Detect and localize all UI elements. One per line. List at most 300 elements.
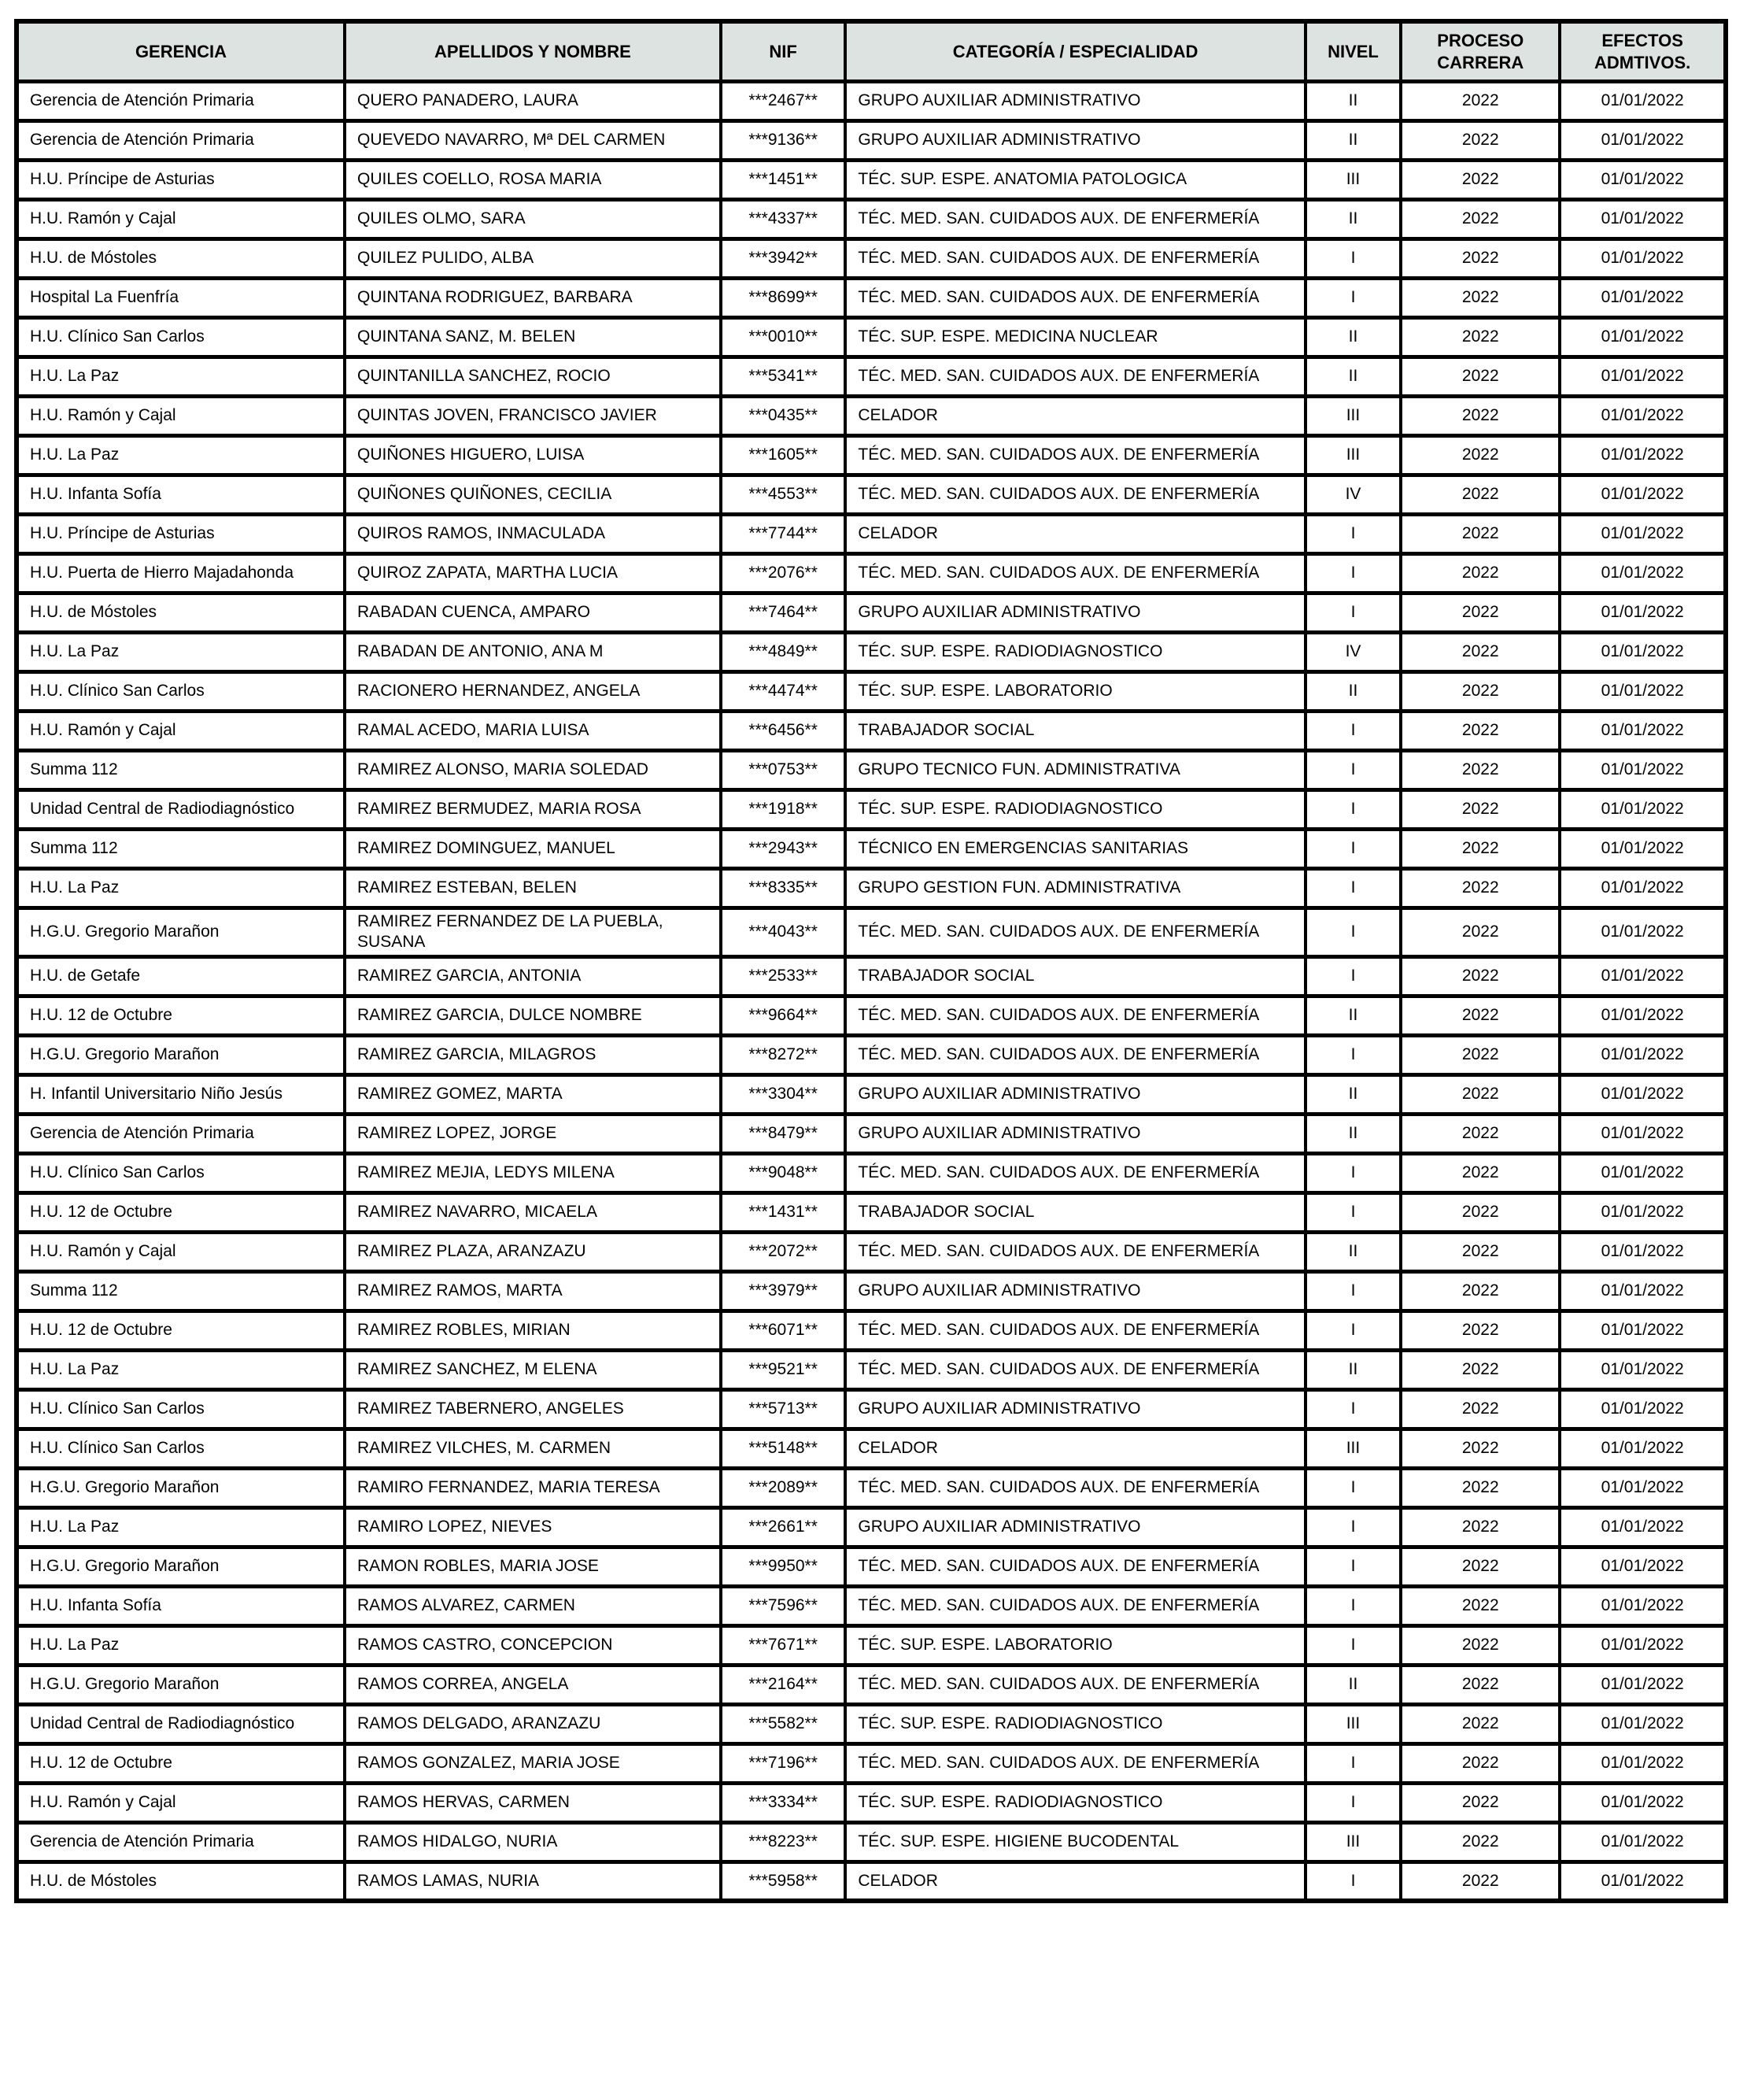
table-row: [17, 121, 1726, 161]
cell-gerencia: H.U. Clínico San Carlos: [17, 1389, 345, 1429]
table-row: [17, 1153, 1726, 1192]
cell-efectos: 01/01/2022: [1560, 121, 1726, 161]
cell-efectos: 01/01/2022: [1560, 239, 1726, 279]
cell-proceso: 2022: [1401, 1743, 1560, 1783]
cell-proceso: 2022: [1401, 1114, 1560, 1153]
cell-proceso: 2022: [1401, 996, 1560, 1035]
cell-nivel: II: [1306, 1350, 1402, 1389]
cell-proceso: 2022: [1401, 397, 1560, 436]
cell-gerencia: Gerencia de Atención Primaria: [17, 1114, 345, 1153]
cell-efectos: 01/01/2022: [1560, 554, 1726, 593]
cell-nombre: QUIÑONES HIGUERO, LUISA: [345, 436, 721, 475]
cell-nombre: RAMIREZ TABERNERO, ANGELES: [345, 1389, 721, 1429]
cell-proceso: 2022: [1401, 357, 1560, 397]
cell-nombre: RAMOS CORREA, ANGELA: [345, 1665, 721, 1704]
cell-nivel: I: [1306, 956, 1402, 996]
cell-nivel: I: [1306, 1586, 1402, 1625]
cell-nombre: RAMIREZ GOMEZ, MARTA: [345, 1074, 721, 1114]
cell-efectos: 01/01/2022: [1560, 790, 1726, 830]
cell-categoria: TÉCNICO EN EMERGENCIAS SANITARIAS: [845, 830, 1305, 869]
table-row: [17, 1389, 1726, 1429]
table-row: [17, 515, 1726, 554]
cell-nombre: RABADAN DE ANTONIO, ANA M: [345, 633, 721, 672]
table-row: [17, 200, 1726, 239]
cell-nombre: QUIÑONES QUIÑONES, CECILIA: [345, 475, 721, 515]
cell-efectos: 01/01/2022: [1560, 82, 1726, 121]
column-header-apellidos: APELLIDOS Y NOMBRE: [345, 21, 721, 82]
cell-nombre: RAMIREZ LOPEZ, JORGE: [345, 1114, 721, 1153]
cell-nivel: I: [1306, 1507, 1402, 1547]
cell-efectos: 01/01/2022: [1560, 1074, 1726, 1114]
cell-efectos: 01/01/2022: [1560, 1192, 1726, 1232]
cell-efectos: 01/01/2022: [1560, 1035, 1726, 1074]
cell-gerencia: H.U. 12 de Octubre: [17, 1743, 345, 1783]
cell-nif: ***8479**: [721, 1114, 846, 1153]
cell-nif: ***8335**: [721, 869, 846, 908]
cell-nombre: RAMOS GONZALEZ, MARIA JOSE: [345, 1743, 721, 1783]
cell-nombre: RAMIREZ MEJIA, LEDYS MILENA: [345, 1153, 721, 1192]
cell-nif: ***2164**: [721, 1665, 846, 1704]
table-row: [17, 672, 1726, 712]
cell-nombre: RAMOS LAMAS, NURIA: [345, 1862, 721, 1901]
cell-proceso: 2022: [1401, 633, 1560, 672]
cell-proceso: 2022: [1401, 1389, 1560, 1429]
cell-gerencia: H.G.U. Gregorio Marañon: [17, 1547, 345, 1586]
cell-nivel: I: [1306, 279, 1402, 318]
cell-nivel: I: [1306, 1153, 1402, 1192]
cell-gerencia: H.U. Infanta Sofía: [17, 475, 345, 515]
cell-gerencia: H.U. La Paz: [17, 1507, 345, 1547]
cell-nombre: RAMOS DELGADO, ARANZAZU: [345, 1704, 721, 1743]
cell-nombre: RAMIREZ BERMUDEZ, MARIA ROSA: [345, 790, 721, 830]
cell-nif: ***0753**: [721, 751, 846, 790]
cell-categoria: TÉC. MED. SAN. CUIDADOS AUX. DE ENFERMERÍA: [845, 357, 1305, 397]
cell-categoria: GRUPO AUXILIAR ADMINISTRATIVO: [845, 593, 1305, 633]
cell-nivel: I: [1306, 790, 1402, 830]
table-row: [17, 1625, 1726, 1665]
cell-categoria: TÉC. MED. SAN. CUIDADOS AUX. DE ENFERMERÍA: [845, 279, 1305, 318]
cell-nivel: IV: [1306, 633, 1402, 672]
cell-categoria: TÉC. MED. SAN. CUIDADOS AUX. DE ENFERMERÍA: [845, 436, 1305, 475]
cell-nivel: II: [1306, 672, 1402, 712]
table-row: [17, 1586, 1726, 1625]
cell-gerencia: H.U. 12 de Octubre: [17, 1192, 345, 1232]
cell-nombre: RAMIREZ GARCIA, MILAGROS: [345, 1035, 721, 1074]
cell-nivel: III: [1306, 1429, 1402, 1468]
cell-proceso: 2022: [1401, 436, 1560, 475]
cell-nif: ***2072**: [721, 1232, 846, 1271]
cell-nif: ***9521**: [721, 1350, 846, 1389]
cell-efectos: 01/01/2022: [1560, 1586, 1726, 1625]
cell-efectos: 01/01/2022: [1560, 515, 1726, 554]
cell-nombre: QUILEZ PULIDO, ALBA: [345, 239, 721, 279]
cell-categoria: GRUPO AUXILIAR ADMINISTRATIVO: [845, 1074, 1305, 1114]
cell-nombre: RAMOS ALVAREZ, CARMEN: [345, 1586, 721, 1625]
cell-categoria: TÉC. MED. SAN. CUIDADOS AUX. DE ENFERMERÍA: [845, 1232, 1305, 1271]
cell-gerencia: H.U. 12 de Octubre: [17, 996, 345, 1035]
cell-efectos: 01/01/2022: [1560, 593, 1726, 633]
cell-nif: ***6071**: [721, 1311, 846, 1350]
cell-nif: ***7196**: [721, 1743, 846, 1783]
cell-nombre: RACIONERO HERNANDEZ, ANGELA: [345, 672, 721, 712]
cell-nivel: I: [1306, 1311, 1402, 1350]
table-row: [17, 239, 1726, 279]
cell-nivel: I: [1306, 1862, 1402, 1901]
cell-efectos: 01/01/2022: [1560, 956, 1726, 996]
cell-gerencia: H.U. La Paz: [17, 633, 345, 672]
cell-categoria: TÉC. SUP. ESPE. MEDICINA NUCLEAR: [845, 318, 1305, 357]
cell-categoria: GRUPO AUXILIAR ADMINISTRATIVO: [845, 1114, 1305, 1153]
cell-proceso: 2022: [1401, 1429, 1560, 1468]
cell-nivel: II: [1306, 1665, 1402, 1704]
table-row: [17, 554, 1726, 593]
column-header-efectos: EFECTOS ADMTIVOS.: [1560, 21, 1726, 82]
cell-gerencia: H.U. Ramón y Cajal: [17, 1783, 345, 1822]
table-row: [17, 1192, 1726, 1232]
cell-proceso: 2022: [1401, 279, 1560, 318]
cell-nivel: II: [1306, 121, 1402, 161]
cell-gerencia: H.U. Ramón y Cajal: [17, 712, 345, 751]
cell-nombre: QUIROZ ZAPATA, MARTHA LUCIA: [345, 554, 721, 593]
cell-nivel: III: [1306, 1704, 1402, 1743]
cell-categoria: CELADOR: [845, 1429, 1305, 1468]
table-row: [17, 1468, 1726, 1507]
cell-nivel: I: [1306, 1547, 1402, 1586]
table-row: [17, 279, 1726, 318]
cell-gerencia: H.U. Príncipe de Asturias: [17, 161, 345, 200]
cell-efectos: 01/01/2022: [1560, 1665, 1726, 1704]
cell-categoria: TÉC. SUP. ESPE. ANATOMIA PATOLOGICA: [845, 161, 1305, 200]
cell-efectos: 01/01/2022: [1560, 357, 1726, 397]
cell-gerencia: H.U. Príncipe de Asturias: [17, 515, 345, 554]
cell-efectos: 01/01/2022: [1560, 1704, 1726, 1743]
cell-nif: ***2089**: [721, 1468, 846, 1507]
cell-nivel: I: [1306, 830, 1402, 869]
cell-proceso: 2022: [1401, 1507, 1560, 1547]
column-header-categoria: CATEGORÍA / ESPECIALIDAD: [845, 21, 1305, 82]
cell-categoria: GRUPO AUXILIAR ADMINISTRATIVO: [845, 121, 1305, 161]
cell-gerencia: H.U. Ramón y Cajal: [17, 1232, 345, 1271]
table-row: [17, 751, 1726, 790]
cell-nif: ***3334**: [721, 1783, 846, 1822]
table-row: [17, 161, 1726, 200]
cell-proceso: 2022: [1401, 1192, 1560, 1232]
cell-nombre: QUINTAS JOVEN, FRANCISCO JAVIER: [345, 397, 721, 436]
cell-nif: ***5713**: [721, 1389, 846, 1429]
cell-gerencia: H.U. La Paz: [17, 1625, 345, 1665]
cell-categoria: TÉC. MED. SAN. CUIDADOS AUX. DE ENFERMERÍA: [845, 200, 1305, 239]
cell-nombre: RAMIREZ NAVARRO, MICAELA: [345, 1192, 721, 1232]
cell-categoria: TÉC. MED. SAN. CUIDADOS AUX. DE ENFERMERÍA: [845, 475, 1305, 515]
cell-nif: ***5958**: [721, 1862, 846, 1901]
table-row: [17, 908, 1726, 957]
table-row: [17, 790, 1726, 830]
cell-efectos: 01/01/2022: [1560, 1743, 1726, 1783]
cell-efectos: 01/01/2022: [1560, 200, 1726, 239]
cell-efectos: 01/01/2022: [1560, 475, 1726, 515]
cell-nombre: RAMIREZ ALONSO, MARIA SOLEDAD: [345, 751, 721, 790]
cell-categoria: TÉC. MED. SAN. CUIDADOS AUX. DE ENFERMERÍA: [845, 1153, 1305, 1192]
cell-efectos: 01/01/2022: [1560, 1783, 1726, 1822]
cell-gerencia: H.U. 12 de Octubre: [17, 1311, 345, 1350]
cell-proceso: 2022: [1401, 1665, 1560, 1704]
cell-nif: ***4043**: [721, 908, 846, 957]
cell-efectos: 01/01/2022: [1560, 279, 1726, 318]
cell-efectos: 01/01/2022: [1560, 1350, 1726, 1389]
cell-proceso: 2022: [1401, 1232, 1560, 1271]
cell-nif: ***8223**: [721, 1822, 846, 1862]
cell-gerencia: H.U. de Móstoles: [17, 1862, 345, 1901]
cell-proceso: 2022: [1401, 318, 1560, 357]
header-row: [17, 21, 1726, 82]
cell-gerencia: Summa 112: [17, 830, 345, 869]
cell-categoria: TÉC. MED. SAN. CUIDADOS AUX. DE ENFERMERÍA: [845, 1311, 1305, 1350]
cell-proceso: 2022: [1401, 1271, 1560, 1311]
cell-efectos: 01/01/2022: [1560, 712, 1726, 751]
table-row: [17, 318, 1726, 357]
cell-nivel: I: [1306, 1468, 1402, 1507]
cell-proceso: 2022: [1401, 1862, 1560, 1901]
cell-nombre: QUINTANA RODRIGUEZ, BARBARA: [345, 279, 721, 318]
cell-gerencia: H.U. de Móstoles: [17, 593, 345, 633]
cell-gerencia: H.U. La Paz: [17, 357, 345, 397]
table-row: [17, 1743, 1726, 1783]
cell-efectos: 01/01/2022: [1560, 1468, 1726, 1507]
cell-gerencia: H.G.U. Gregorio Marañon: [17, 908, 345, 957]
cell-nivel: III: [1306, 436, 1402, 475]
cell-nombre: RAMIREZ VILCHES, M. CARMEN: [345, 1429, 721, 1468]
table-row: [17, 996, 1726, 1035]
cell-gerencia: Hospital La Fuenfría: [17, 279, 345, 318]
cell-proceso: 2022: [1401, 1586, 1560, 1625]
cell-categoria: TÉC. MED. SAN. CUIDADOS AUX. DE ENFERMERÍA: [845, 1665, 1305, 1704]
cell-categoria: TÉC. SUP. ESPE. LABORATORIO: [845, 1625, 1305, 1665]
table-row: [17, 1035, 1726, 1074]
cell-nif: ***5341**: [721, 357, 846, 397]
cell-nivel: II: [1306, 357, 1402, 397]
cell-categoria: GRUPO AUXILIAR ADMINISTRATIVO: [845, 1271, 1305, 1311]
table-row: [17, 1665, 1726, 1704]
cell-nif: ***2661**: [721, 1507, 846, 1547]
cell-categoria: GRUPO AUXILIAR ADMINISTRATIVO: [845, 82, 1305, 121]
cell-nombre: RAMIREZ ROBLES, MIRIAN: [345, 1311, 721, 1350]
cell-proceso: 2022: [1401, 1468, 1560, 1507]
cell-categoria: TÉC. SUP. ESPE. HIGIENE BUCODENTAL: [845, 1822, 1305, 1862]
cell-proceso: 2022: [1401, 554, 1560, 593]
cell-nombre: RAMOS HERVAS, CARMEN: [345, 1783, 721, 1822]
cell-nif: ***9950**: [721, 1547, 846, 1586]
cell-categoria: TÉC. SUP. ESPE. RADIODIAGNOSTICO: [845, 633, 1305, 672]
cell-gerencia: Summa 112: [17, 751, 345, 790]
career-process-table: [14, 19, 1728, 1903]
cell-efectos: 01/01/2022: [1560, 830, 1726, 869]
cell-efectos: 01/01/2022: [1560, 397, 1726, 436]
cell-categoria: TÉC. MED. SAN. CUIDADOS AUX. DE ENFERMERÍA: [845, 1586, 1305, 1625]
table-row: [17, 1429, 1726, 1468]
cell-nivel: I: [1306, 239, 1402, 279]
cell-categoria: GRUPO GESTION FUN. ADMINISTRATIVA: [845, 869, 1305, 908]
cell-nivel: I: [1306, 1783, 1402, 1822]
cell-proceso: 2022: [1401, 956, 1560, 996]
cell-gerencia: H. Infantil Universitario Niño Jesús: [17, 1074, 345, 1114]
cell-nombre: RAMAL ACEDO, MARIA LUISA: [345, 712, 721, 751]
cell-categoria: GRUPO AUXILIAR ADMINISTRATIVO: [845, 1507, 1305, 1547]
cell-efectos: 01/01/2022: [1560, 318, 1726, 357]
cell-efectos: 01/01/2022: [1560, 869, 1726, 908]
cell-efectos: 01/01/2022: [1560, 751, 1726, 790]
cell-efectos: 01/01/2022: [1560, 1625, 1726, 1665]
cell-efectos: 01/01/2022: [1560, 161, 1726, 200]
cell-categoria: TÉC. MED. SAN. CUIDADOS AUX. DE ENFERMERÍA: [845, 1547, 1305, 1586]
table-row: [17, 1547, 1726, 1586]
cell-proceso: 2022: [1401, 869, 1560, 908]
cell-nif: ***8699**: [721, 279, 846, 318]
cell-gerencia: Unidad Central de Radiodiagnóstico: [17, 790, 345, 830]
cell-gerencia: H.G.U. Gregorio Marañon: [17, 1468, 345, 1507]
cell-gerencia: H.U. Ramón y Cajal: [17, 397, 345, 436]
table-row: [17, 830, 1726, 869]
cell-nivel: II: [1306, 318, 1402, 357]
cell-gerencia: H.U. Infanta Sofía: [17, 1586, 345, 1625]
cell-efectos: 01/01/2022: [1560, 1232, 1726, 1271]
cell-categoria: TÉC. MED. SAN. CUIDADOS AUX. DE ENFERMERÍA: [845, 239, 1305, 279]
cell-efectos: 01/01/2022: [1560, 1507, 1726, 1547]
cell-gerencia: H.U. Clínico San Carlos: [17, 1153, 345, 1192]
cell-nombre: RAMIREZ GARCIA, ANTONIA: [345, 956, 721, 996]
table-row: [17, 869, 1726, 908]
cell-efectos: 01/01/2022: [1560, 1547, 1726, 1586]
cell-proceso: 2022: [1401, 475, 1560, 515]
cell-nif: ***1605**: [721, 436, 846, 475]
cell-efectos: 01/01/2022: [1560, 1271, 1726, 1311]
cell-efectos: 01/01/2022: [1560, 908, 1726, 957]
cell-proceso: 2022: [1401, 830, 1560, 869]
cell-nif: ***9136**: [721, 121, 846, 161]
cell-nif: ***2467**: [721, 82, 846, 121]
cell-nombre: RAMOS HIDALGO, NURIA: [345, 1822, 721, 1862]
cell-nivel: I: [1306, 1389, 1402, 1429]
cell-nombre: RAMIREZ ESTEBAN, BELEN: [345, 869, 721, 908]
cell-categoria: TÉC. MED. SAN. CUIDADOS AUX. DE ENFERMERÍA: [845, 1743, 1305, 1783]
cell-proceso: 2022: [1401, 515, 1560, 554]
cell-proceso: 2022: [1401, 200, 1560, 239]
cell-gerencia: H.G.U. Gregorio Marañon: [17, 1035, 345, 1074]
cell-categoria: GRUPO AUXILIAR ADMINISTRATIVO: [845, 1389, 1305, 1429]
cell-nombre: QUILES OLMO, SARA: [345, 200, 721, 239]
cell-nombre: RAMIREZ SANCHEZ, M ELENA: [345, 1350, 721, 1389]
table-body: [17, 82, 1726, 1902]
table-row: [17, 1507, 1726, 1547]
cell-nivel: III: [1306, 161, 1402, 200]
cell-categoria: TÉC. MED. SAN. CUIDADOS AUX. DE ENFERMERÍA: [845, 908, 1305, 957]
cell-efectos: 01/01/2022: [1560, 1822, 1726, 1862]
column-header-proceso: PROCESO CARRERA: [1401, 21, 1560, 82]
cell-categoria: CELADOR: [845, 1862, 1305, 1901]
cell-nif: ***2533**: [721, 956, 846, 996]
cell-gerencia: H.U. Clínico San Carlos: [17, 318, 345, 357]
cell-efectos: 01/01/2022: [1560, 1114, 1726, 1153]
cell-categoria: CELADOR: [845, 397, 1305, 436]
column-header-gerencia: GERENCIA: [17, 21, 345, 82]
cell-gerencia: Unidad Central de Radiodiagnóstico: [17, 1704, 345, 1743]
cell-categoria: TRABAJADOR SOCIAL: [845, 712, 1305, 751]
cell-efectos: 01/01/2022: [1560, 1862, 1726, 1901]
cell-gerencia: H.U. La Paz: [17, 869, 345, 908]
table-row: [17, 712, 1726, 751]
cell-gerencia: H.U. Ramón y Cajal: [17, 200, 345, 239]
cell-proceso: 2022: [1401, 1783, 1560, 1822]
cell-proceso: 2022: [1401, 239, 1560, 279]
cell-efectos: 01/01/2022: [1560, 633, 1726, 672]
cell-gerencia: H.U. Clínico San Carlos: [17, 672, 345, 712]
cell-nivel: III: [1306, 1822, 1402, 1862]
cell-nombre: QUINTANA SANZ, M. BELEN: [345, 318, 721, 357]
table-row: [17, 1114, 1726, 1153]
cell-nivel: I: [1306, 1271, 1402, 1311]
cell-proceso: 2022: [1401, 712, 1560, 751]
cell-gerencia: H.U. La Paz: [17, 436, 345, 475]
cell-nif: ***4474**: [721, 672, 846, 712]
cell-nivel: II: [1306, 1074, 1402, 1114]
cell-efectos: 01/01/2022: [1560, 1389, 1726, 1429]
cell-nombre: RAMIREZ DOMINGUEZ, MANUEL: [345, 830, 721, 869]
cell-categoria: TÉC. SUP. ESPE. RADIODIAGNOSTICO: [845, 790, 1305, 830]
cell-nivel: II: [1306, 200, 1402, 239]
cell-nombre: QUERO PANADERO, LAURA: [345, 82, 721, 121]
cell-nif: ***1451**: [721, 161, 846, 200]
cell-categoria: CELADOR: [845, 515, 1305, 554]
cell-nif: ***4849**: [721, 633, 846, 672]
cell-proceso: 2022: [1401, 82, 1560, 121]
cell-nivel: I: [1306, 515, 1402, 554]
cell-nivel: IV: [1306, 475, 1402, 515]
cell-efectos: 01/01/2022: [1560, 1429, 1726, 1468]
table-row: [17, 397, 1726, 436]
cell-gerencia: H.G.U. Gregorio Marañon: [17, 1665, 345, 1704]
cell-efectos: 01/01/2022: [1560, 436, 1726, 475]
cell-nombre: QUINTANILLA SANCHEZ, ROCIO: [345, 357, 721, 397]
cell-gerencia: H.U. La Paz: [17, 1350, 345, 1389]
cell-proceso: 2022: [1401, 1153, 1560, 1192]
cell-nivel: I: [1306, 1743, 1402, 1783]
table-row: [17, 1074, 1726, 1114]
table-row: [17, 1862, 1726, 1901]
cell-nombre: RAMIREZ RAMOS, MARTA: [345, 1271, 721, 1311]
cell-categoria: TÉC. MED. SAN. CUIDADOS AUX. DE ENFERMERÍA: [845, 1350, 1305, 1389]
cell-gerencia: Gerencia de Atención Primaria: [17, 1822, 345, 1862]
cell-nombre: QUEVEDO NAVARRO, Mª DEL CARMEN: [345, 121, 721, 161]
cell-nif: ***9048**: [721, 1153, 846, 1192]
cell-nombre: RAMIREZ PLAZA, ARANZAZU: [345, 1232, 721, 1271]
cell-proceso: 2022: [1401, 161, 1560, 200]
cell-proceso: 2022: [1401, 1074, 1560, 1114]
cell-gerencia: Summa 112: [17, 1271, 345, 1311]
cell-nombre: RAMON ROBLES, MARIA JOSE: [345, 1547, 721, 1586]
cell-nif: ***8272**: [721, 1035, 846, 1074]
cell-proceso: 2022: [1401, 1350, 1560, 1389]
cell-nombre: RAMIREZ GARCIA, DULCE NOMBRE: [345, 996, 721, 1035]
cell-proceso: 2022: [1401, 121, 1560, 161]
table-row: [17, 633, 1726, 672]
cell-categoria: TÉC. MED. SAN. CUIDADOS AUX. DE ENFERMERÍA: [845, 554, 1305, 593]
cell-gerencia: Gerencia de Atención Primaria: [17, 121, 345, 161]
cell-efectos: 01/01/2022: [1560, 996, 1726, 1035]
cell-nivel: I: [1306, 908, 1402, 957]
cell-proceso: 2022: [1401, 790, 1560, 830]
cell-proceso: 2022: [1401, 1547, 1560, 1586]
cell-nif: ***7464**: [721, 593, 846, 633]
cell-nif: ***1918**: [721, 790, 846, 830]
